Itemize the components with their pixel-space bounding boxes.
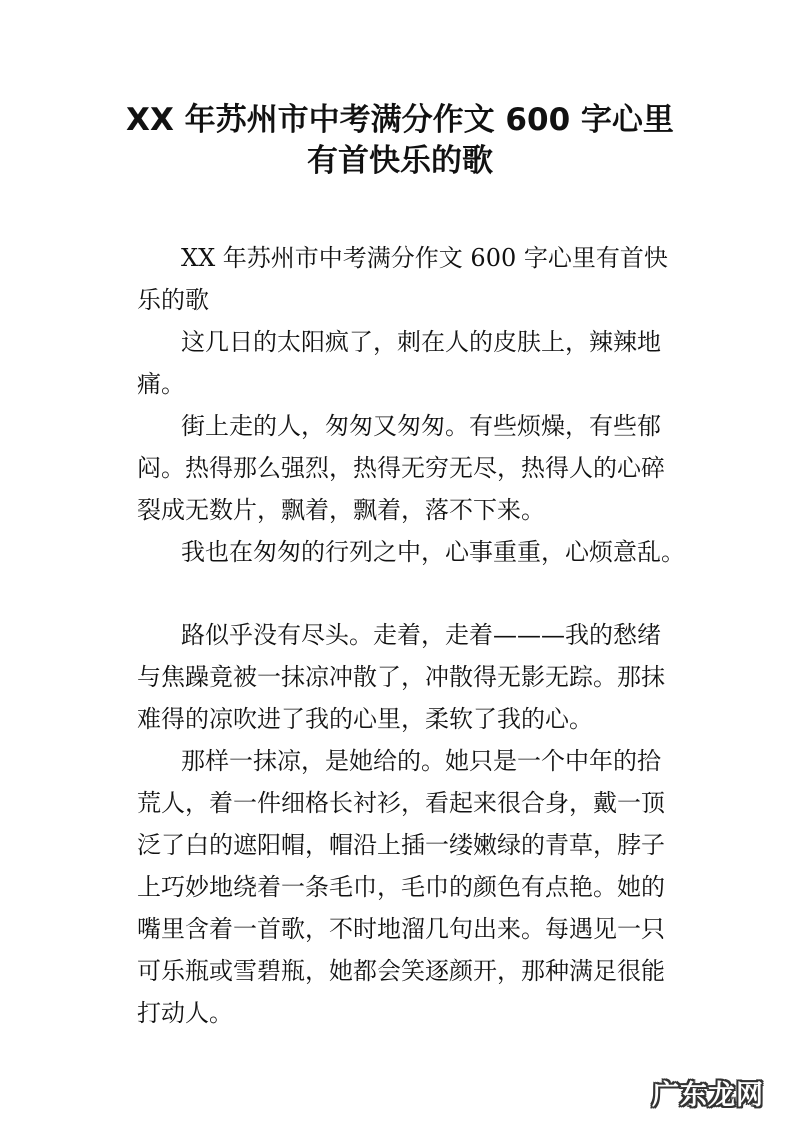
watermark-logo: 广东龙网	[652, 1080, 764, 1111]
body-line: 裂成无数片，飘着，飘着，落不下来。	[137, 496, 545, 524]
body-line: 上巧妙地绕着一条毛巾，毛巾的颜色有点艳。她的	[137, 873, 665, 901]
body-line: 我也在匆匆的行列之中，心事重重，心烦意乱。	[181, 538, 685, 566]
body-line: 打动人。	[137, 999, 233, 1027]
body-line: XX 年苏州市中考满分作文 600 字心里有首快	[181, 244, 668, 272]
body-line: 泛了白的遮阳帽，帽沿上插一缕嫩绿的青草，脖子	[137, 831, 665, 859]
body-line: 荒人，着一件细格长衬衫，看起来很合身，戴一顶	[137, 789, 665, 817]
body-line: 可乐瓶或雪碧瓶，她都会笑逐颜开，那种满足很能	[137, 957, 665, 985]
body-line: 难得的凉吹进了我的心里，柔软了我的心。	[137, 705, 593, 733]
document-title-line-1: XX 年苏州市中考满分作文 600 字心里	[126, 102, 674, 138]
body-line: 痛。	[137, 370, 185, 398]
body-line: 这几日的太阳疯了，刺在人的皮肤上，辣辣地	[181, 328, 661, 356]
body-line: 路似乎没有尽头。走着，走着———我的愁绪	[181, 621, 661, 649]
body-line: 那样一抹凉，是她给的。她只是一个中年的拾	[181, 747, 661, 775]
body-line: 乐的歌	[137, 286, 209, 314]
body-line: 与焦躁竟被一抹凉冲散了，冲散得无影无踪。那抹	[137, 663, 665, 691]
body-line: 闷。热得那么强烈，热得无穷无尽，热得人的心碎	[137, 454, 665, 482]
body-line: 嘴里含着一首歌，不时地溜几句出来。每遇见一只	[137, 915, 665, 943]
document-title-line-2: 有首快乐的歌	[307, 143, 493, 179]
body-line: 街上走的人，匆匆又匆匆。有些烦燥，有些郁	[181, 412, 661, 440]
